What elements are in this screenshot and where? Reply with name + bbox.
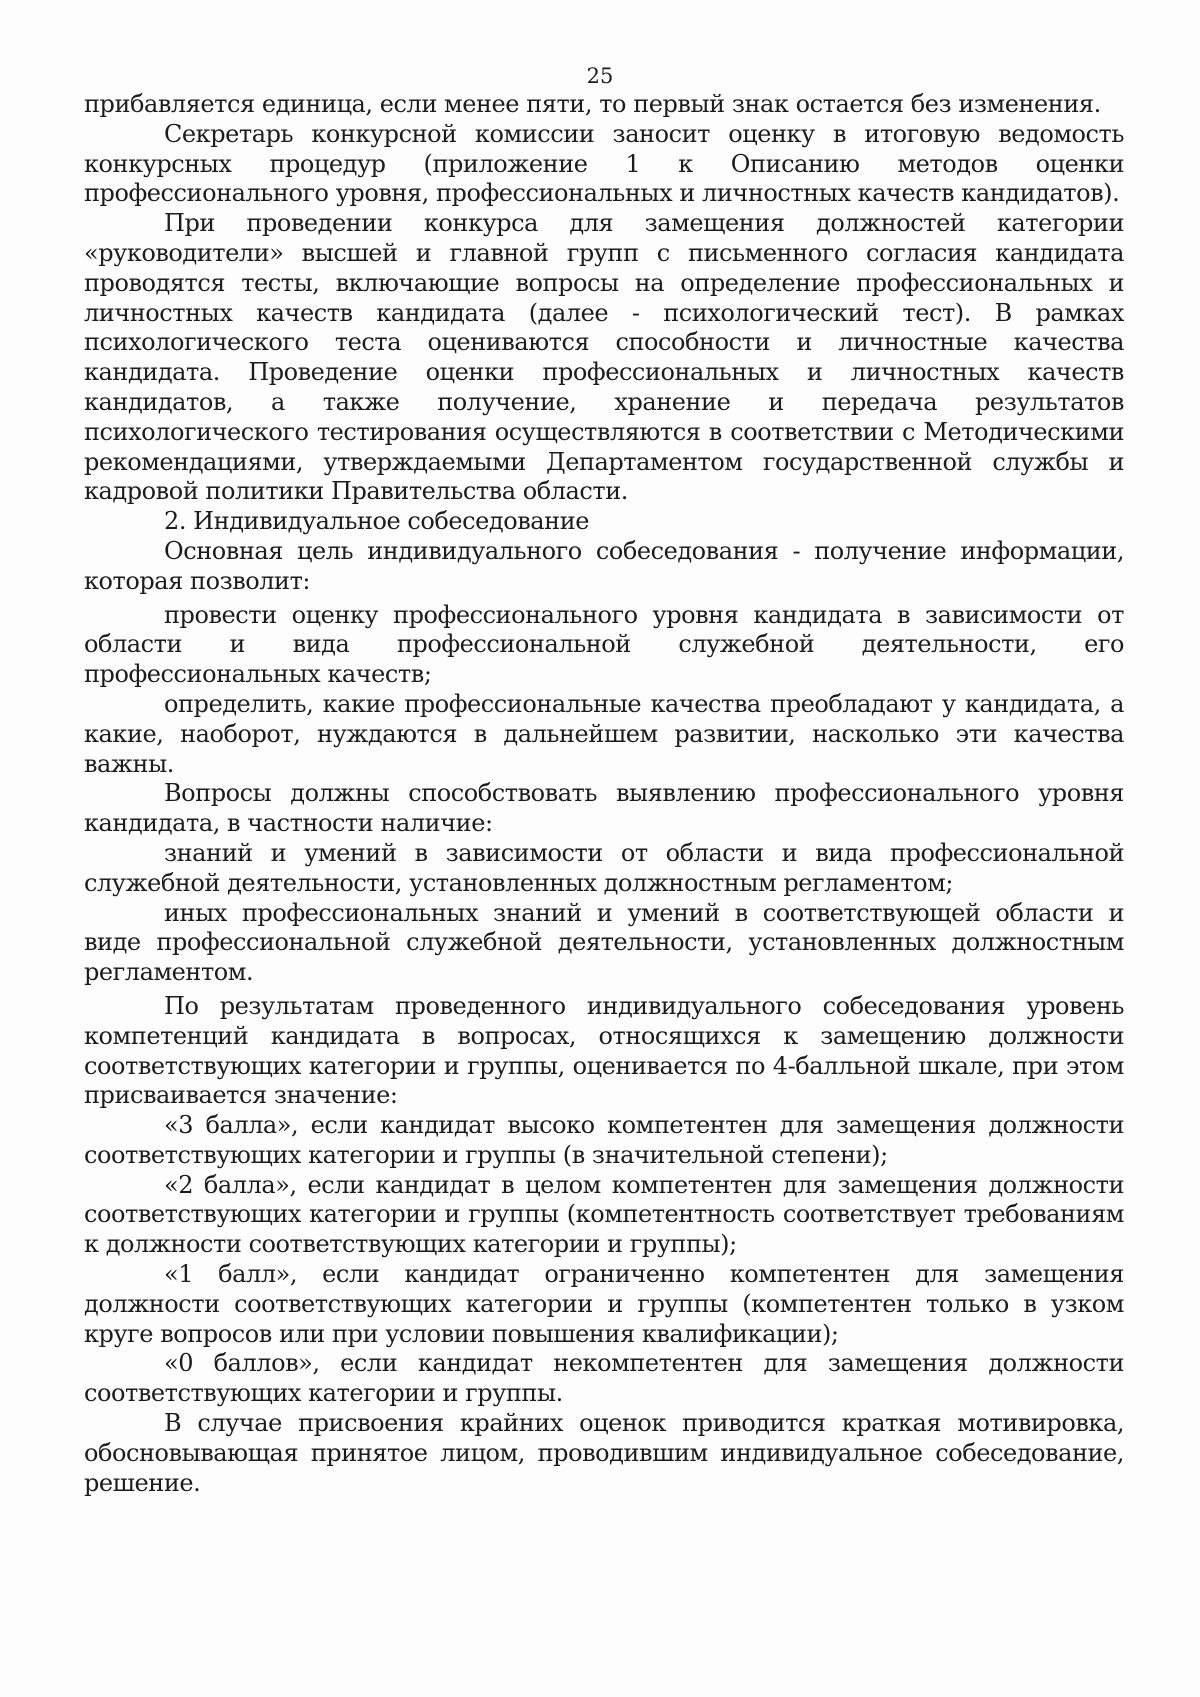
paragraph-interview-goal: Основная цель индивидуального собеседования - получение информации, которая позволит: — [84, 536, 1124, 595]
paragraph-continuation: прибавляется единица, если менее пяти, то первый знак остается без изменения. — [84, 90, 1101, 118]
paragraph-motivation: В случае присвоения крайних оценок приводится краткая мотивировка, обосновывающая принятое лицом, проводившим индивидуальное собеседование, решение. — [84, 1409, 1124, 1497]
score-0-points: «0 баллов», если кандидат некомпетентен для замещения должности соответствующих категории и группы. — [84, 1349, 1124, 1408]
paragraph-scale: По результатам проведенного индивидуального собеседования уровень компетенций кандидата в вопросах, относящихся к замещению должности соответствующих категории и группы, оценивается по 4-балльной шкале, при этом присваивается значение: — [84, 991, 1124, 1110]
list-item-assess-level: провести оценку профессионального уровня кандидата в зависимости от области и вида профессиональной служебной деятельности, его профессиональных качеств; — [84, 600, 1124, 689]
paragraph-secretary: Секретарь конкурсной комиссии заносит оценку в итоговую ведомость конкурсных процедур (приложение 1 к Описанию методов оценки профессионального уровня, профессиональных и личностных качеств кандидатов). — [84, 119, 1124, 208]
section-heading-interview: 2. Индивидуальное собеседование — [164, 507, 590, 536]
paragraph-psych-test: При проведении конкурса для замещения должностей категории «руководители» высшей и главной групп с письменного согласия кандидата проводятся тесты, включающие вопросы на определение профессиональных и личностных качеств кандидата (далее - психологический тест). В рамках психологического теста оцениваются способности и личностные качества кандидата. Проведение оценки профессиональных и личностных качеств кандидатов, а также получение, хранение и передача результатов психологического тестирования осуществляются в соответствии с Методическими рекомендациями, утверждаемыми Департаментом государственной службы и кадровой политики Правительства области. — [84, 209, 1124, 506]
score-1-point: «1 балл», если кандидат ограниченно компетентен для замещения должности соответствующих категории и группы (компетентен только в узком круге вопросов или при условии повышения квалификации); — [84, 1260, 1124, 1348]
score-2-points: «2 балла», если кандидат в целом компетентен для замещения должности соответствующих категории и группы (компетентность соответствует требованиям к должности соответствующих категории и группы); — [84, 1170, 1124, 1259]
paragraph-questions: Вопросы должны способствовать выявлению профессионального уровня кандидата, в частности наличие: — [84, 779, 1124, 838]
body-text — [84, 90, 1124, 1498]
list-item-determine-qualities: определить, какие профессиональные качества преобладают у кандидата, а какие, наоборот, нуждаются в дальнейшем развитии, насколько эти качества важны. — [84, 689, 1124, 778]
page-number: 25 — [586, 64, 614, 88]
list-item-other-knowledge: иных профессиональных знаний и умений в соответствующей области и виде профессиональной служебной деятельности, установленных должностным регламентом. — [84, 898, 1124, 987]
score-3-points: «3 балла», если кандидат высоко компетентен для замещения должности соответствующих категории и группы (в значительной степени); — [84, 1111, 1124, 1169]
list-item-knowledge: знаний и умений в зависимости от области и вида профессиональной служебной деятельности, установленных должностным регламентом; — [84, 838, 1124, 897]
